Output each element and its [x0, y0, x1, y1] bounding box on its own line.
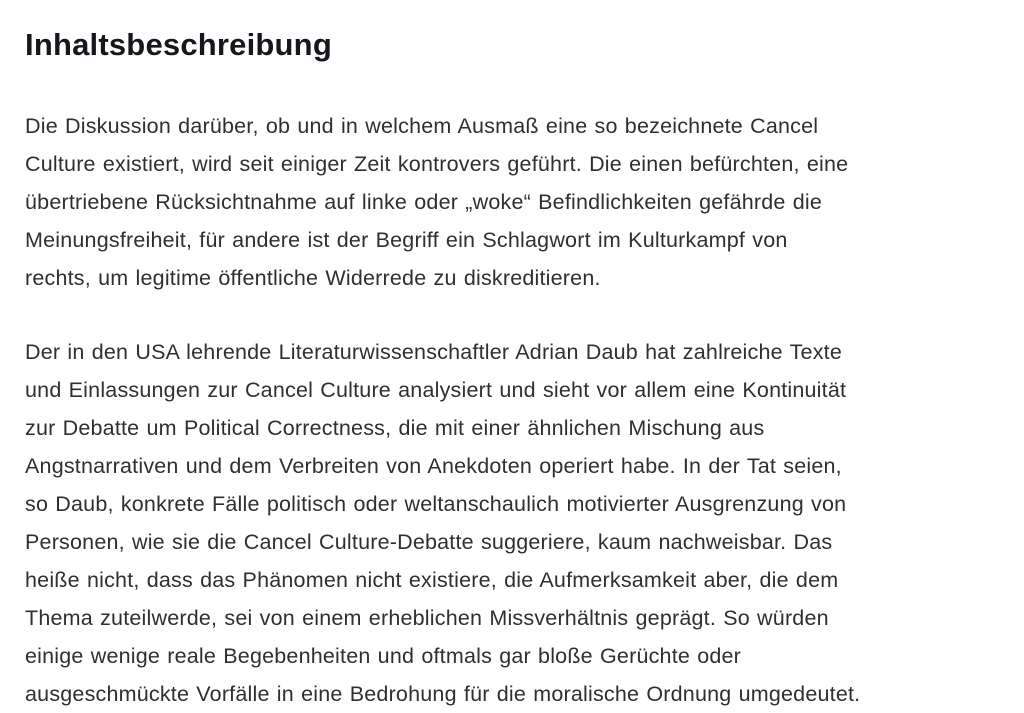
- text-line: einige wenige reale Begebenheiten und oftmals gar bloße Gerüchte oder: [25, 644, 742, 668]
- article-body: [25, 107, 999, 713]
- text-line: und Einlassungen zur Cancel Culture analysiert und sieht vor allem eine Kontinuität: [25, 378, 847, 402]
- text-line: Die Diskussion darüber, ob und in welchem Ausmaß eine so bezeichnete Cancel: [25, 114, 819, 138]
- text-line: ausgeschmückte Vorfälle in eine Bedrohung für die moralische Ordnung umgedeutet.: [25, 682, 861, 706]
- text-line: Personen, wie sie die Cancel Culture-Debatte suggeriere, kaum nachweisbar. Das: [25, 530, 833, 554]
- paragraph: [25, 333, 999, 713]
- text-line: rechts, um legitime öffentliche Widerrede zu diskreditieren.: [25, 266, 601, 290]
- text-line: Culture existiert, wird seit einiger Zeit kontrovers geführt. Die einen befürchten, eine: [25, 152, 849, 176]
- paragraph: [25, 107, 999, 297]
- text-line: übertriebene Rücksichtnahme auf linke oder „woke“ Befindlichkeiten gefährde die: [25, 190, 823, 214]
- text-line: Der in den USA lehrende Literaturwissenschaftler Adrian Daub hat zahlreiche Texte: [25, 340, 842, 364]
- text-line: so Daub, konkrete Fälle politisch oder weltanschaulich motivierter Ausgrenzung von: [25, 492, 847, 516]
- text-line: Angstnarrativen und dem Verbreiten von Anekdoten operiert habe. In der Tat seien,: [25, 454, 842, 478]
- text-line: zur Debatte um Political Correctness, die mit einer ähnlichen Mischung aus: [25, 416, 765, 440]
- page-title: Inhaltsbeschreibung: [25, 27, 332, 62]
- text-line: Thema zuteilwerde, sei von einem erheblichen Missverhältnis geprägt. So würden: [25, 606, 829, 630]
- text-line: heiße nicht, dass das Phänomen nicht existiere, die Aufmerksamkeit aber, die dem: [25, 568, 839, 592]
- text-line: Meinungsfreiheit, für andere ist der Begriff ein Schlagwort im Kulturkampf von: [25, 228, 788, 252]
